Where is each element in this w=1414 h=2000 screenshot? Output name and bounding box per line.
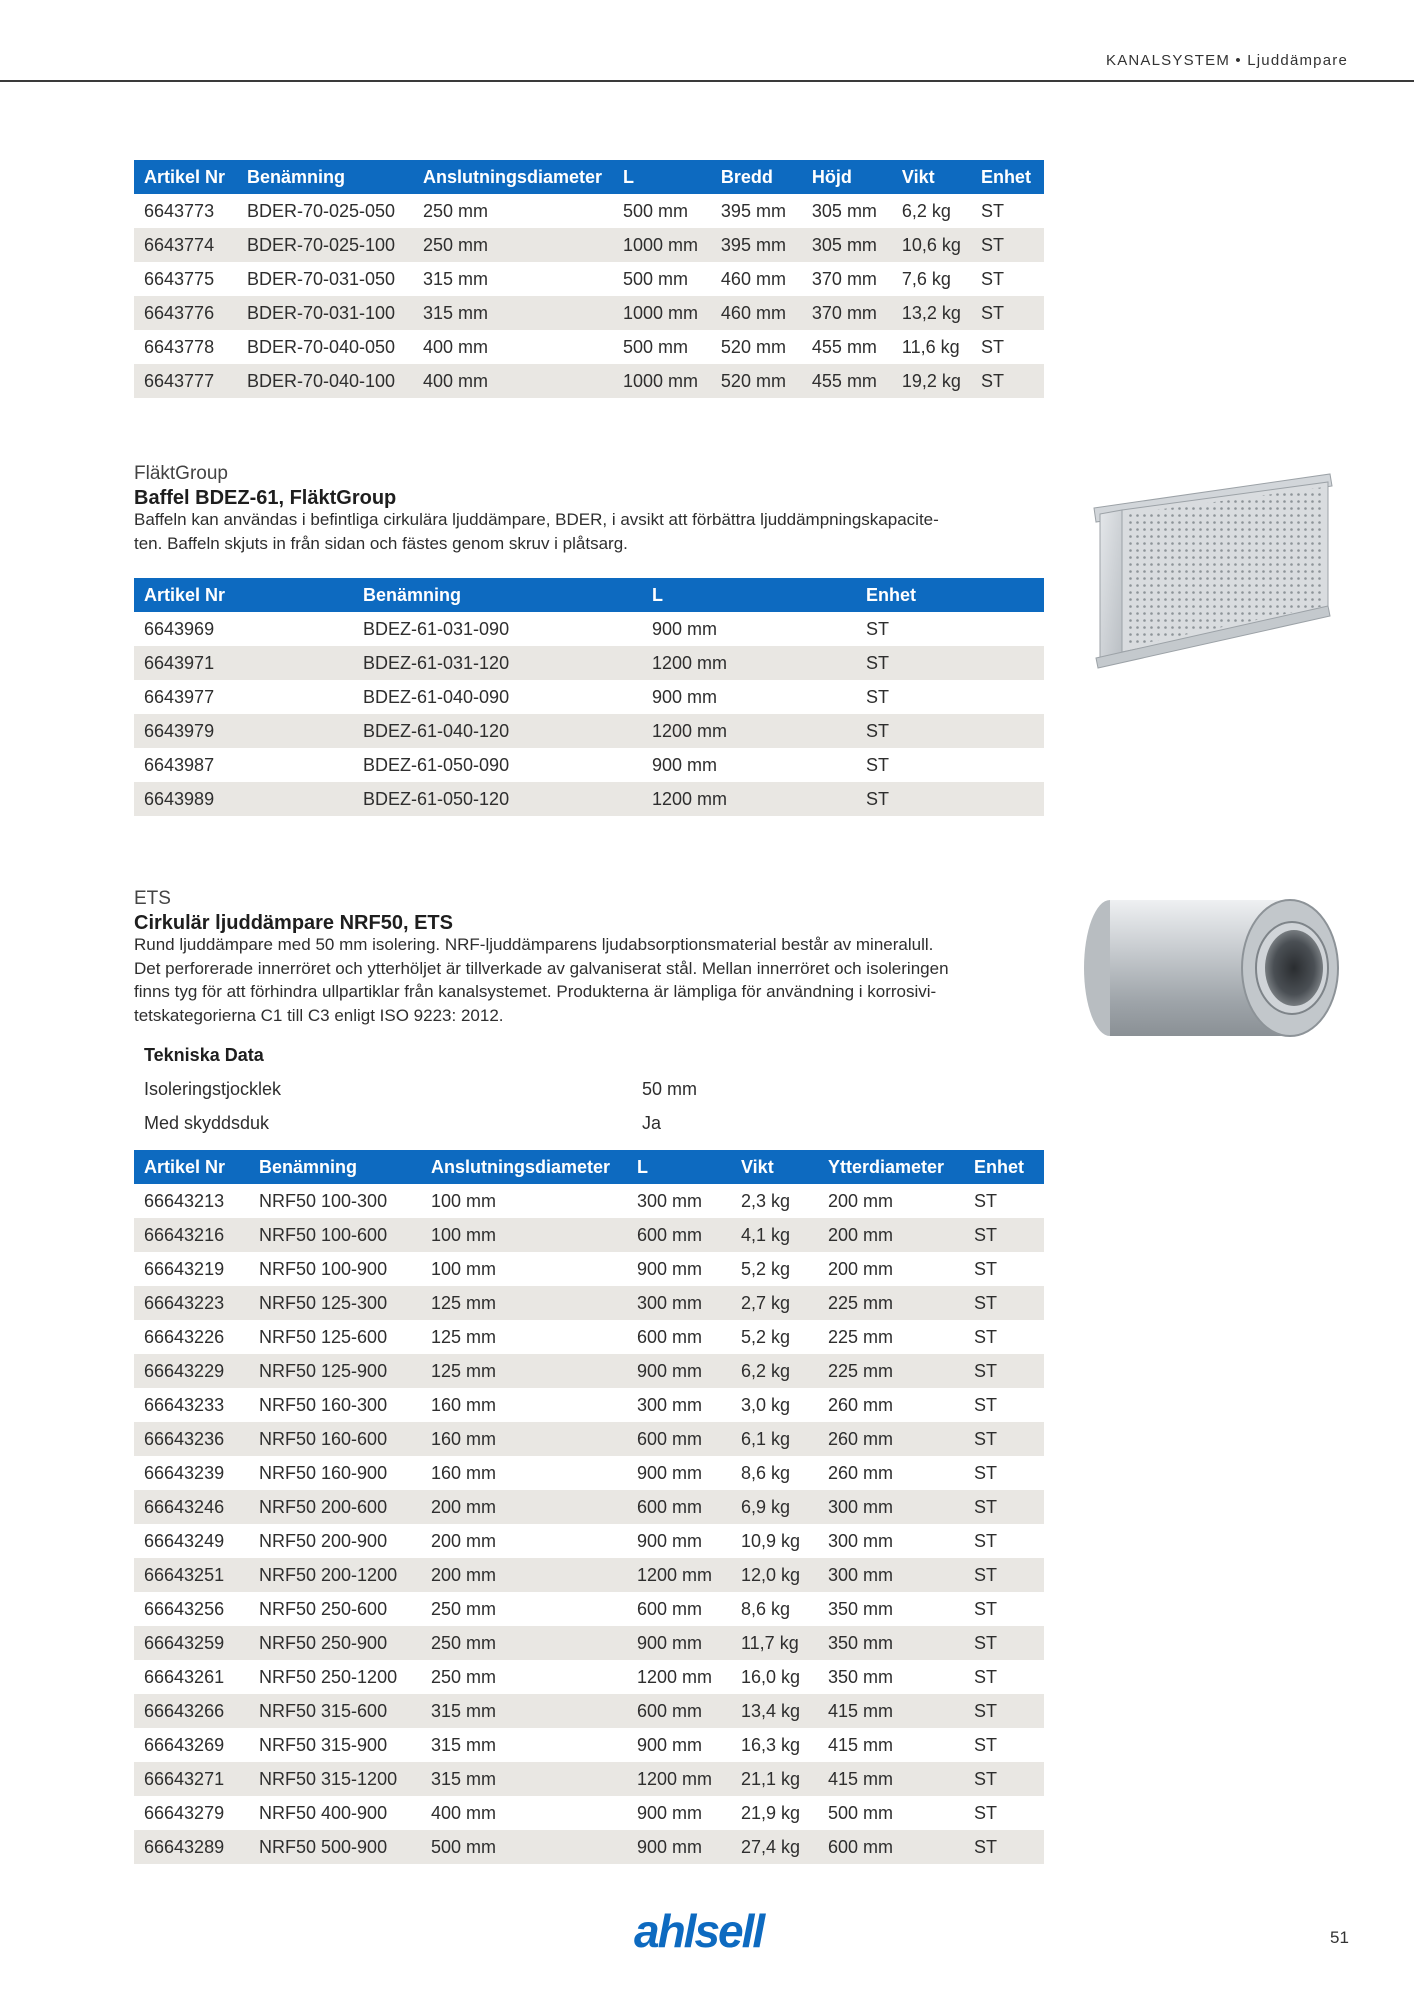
table-cell: ST xyxy=(971,194,1044,228)
table-cell: 600 mm xyxy=(627,1694,731,1728)
table-cell: 400 mm xyxy=(413,330,613,364)
table-cell: 66643271 xyxy=(134,1762,249,1796)
table-cell: 66643279 xyxy=(134,1796,249,1830)
table-cell: NRF50 250-600 xyxy=(249,1592,421,1626)
table-cell: 6,2 kg xyxy=(731,1354,818,1388)
table-cell: 370 mm xyxy=(802,296,892,330)
table-row xyxy=(134,262,1044,296)
table-cell: 315 mm xyxy=(421,1762,627,1796)
table-cell: 6643971 xyxy=(134,646,353,680)
table-cell: 6,2 kg xyxy=(892,194,971,228)
table-row xyxy=(134,1422,1044,1456)
table-cell: 6643987 xyxy=(134,748,353,782)
column-header: L xyxy=(613,160,711,194)
column-header: Bredd xyxy=(711,160,802,194)
table-row xyxy=(134,1694,1044,1728)
table-cell: 10,6 kg xyxy=(892,228,971,262)
table-cell: ST xyxy=(964,1694,1044,1728)
table-cell: 125 mm xyxy=(421,1286,627,1320)
table-cell: 250 mm xyxy=(421,1592,627,1626)
column-header: Anslutningsdiameter xyxy=(413,160,613,194)
table-cell: 1000 mm xyxy=(613,364,711,398)
brand-label: FläktGroup xyxy=(134,463,228,484)
column-header: L xyxy=(642,578,856,612)
technical-data-value: Ja xyxy=(642,1113,662,1133)
table-cell: 16,3 kg xyxy=(731,1728,818,1762)
column-header: Enhet xyxy=(964,1150,1044,1184)
table-cell: ST xyxy=(964,1422,1044,1456)
table-cell: 10,9 kg xyxy=(731,1524,818,1558)
table-cell: ST xyxy=(964,1660,1044,1694)
column-header: Artikel Nr xyxy=(134,1150,249,1184)
table-row xyxy=(134,1218,1044,1252)
description-line: Det perforerade innerröret och ytterhöljet är tillverkade av galvaniserat stål. Mellan innerröret och isoleringen xyxy=(134,958,949,978)
table-header-row xyxy=(134,578,1044,612)
table-cell: 305 mm xyxy=(802,194,892,228)
table-cell: 16,0 kg xyxy=(731,1660,818,1694)
table-cell: 500 mm xyxy=(613,194,711,228)
table-cell: 900 mm xyxy=(627,1728,731,1762)
table-cell: 350 mm xyxy=(818,1626,964,1660)
table-row xyxy=(134,1184,1044,1218)
table-header-row xyxy=(134,1150,1044,1184)
technical-data-value: 50 mm xyxy=(642,1079,698,1099)
table-cell: ST xyxy=(964,1558,1044,1592)
table-cell: ST xyxy=(964,1388,1044,1422)
table-cell: ST xyxy=(964,1796,1044,1830)
table-cell: 415 mm xyxy=(818,1762,964,1796)
product-title: Baffel BDEZ-61, FläktGroup xyxy=(134,487,397,509)
column-header: Enhet xyxy=(856,578,1044,612)
technical-data-label: Isoleringstjocklek xyxy=(144,1079,282,1099)
table-cell: 460 mm xyxy=(711,296,802,330)
table-cell: 21,1 kg xyxy=(731,1762,818,1796)
table-cell: ST xyxy=(856,680,1044,714)
table-cell: BDER-70-040-100 xyxy=(237,364,413,398)
table-cell: 6643777 xyxy=(134,364,237,398)
table-cell: 66643246 xyxy=(134,1490,249,1524)
table-cell: 600 mm xyxy=(627,1320,731,1354)
table-cell: 500 mm xyxy=(613,262,711,296)
table-cell: 1200 mm xyxy=(627,1762,731,1796)
table-cell: 1000 mm xyxy=(613,228,711,262)
table-cell: 1200 mm xyxy=(642,782,856,816)
table-cell: ST xyxy=(856,714,1044,748)
table-cell: 160 mm xyxy=(421,1422,627,1456)
bdez-table xyxy=(134,578,1044,816)
table-cell: 66643233 xyxy=(134,1388,249,1422)
table-cell: 1200 mm xyxy=(627,1558,731,1592)
table-cell: 600 mm xyxy=(818,1830,964,1864)
table-cell: 260 mm xyxy=(818,1456,964,1490)
table-cell: 900 mm xyxy=(627,1524,731,1558)
table-row xyxy=(134,714,1044,748)
table-cell: 66643249 xyxy=(134,1524,249,1558)
table-cell: NRF50 160-300 xyxy=(249,1388,421,1422)
table-cell: 66643251 xyxy=(134,1558,249,1592)
table-row xyxy=(134,1388,1044,1422)
table-cell: 900 mm xyxy=(627,1796,731,1830)
table-cell: 6,1 kg xyxy=(731,1422,818,1456)
table-cell: 225 mm xyxy=(818,1320,964,1354)
table-cell: 125 mm xyxy=(421,1354,627,1388)
table-cell: 2,7 kg xyxy=(731,1286,818,1320)
table-cell: 600 mm xyxy=(627,1592,731,1626)
table-row xyxy=(134,1286,1044,1320)
table-cell: 260 mm xyxy=(818,1388,964,1422)
table-cell: 400 mm xyxy=(413,364,613,398)
table-cell: NRF50 125-900 xyxy=(249,1354,421,1388)
table-cell: 900 mm xyxy=(642,748,856,782)
table-cell: 6643778 xyxy=(134,330,237,364)
table-cell: 600 mm xyxy=(627,1218,731,1252)
table-cell: BDEZ-61-050-120 xyxy=(353,782,642,816)
table-cell: ST xyxy=(964,1286,1044,1320)
table-row xyxy=(134,1660,1044,1694)
table-cell: 250 mm xyxy=(421,1626,627,1660)
table-cell: ST xyxy=(964,1184,1044,1218)
table-cell: 415 mm xyxy=(818,1694,964,1728)
table-cell: ST xyxy=(964,1830,1044,1864)
table-cell: ST xyxy=(964,1456,1044,1490)
nrf50-table xyxy=(134,1150,1044,1864)
table-row xyxy=(134,1830,1044,1864)
table-cell: 305 mm xyxy=(802,228,892,262)
table-cell: 66643223 xyxy=(134,1286,249,1320)
table-row xyxy=(134,612,1044,646)
table-cell: 6643979 xyxy=(134,714,353,748)
table-row xyxy=(134,1626,1044,1660)
table-row xyxy=(134,782,1044,816)
table-cell: ST xyxy=(964,1762,1044,1796)
table-cell: 500 mm xyxy=(421,1830,627,1864)
table-cell: 2,3 kg xyxy=(731,1184,818,1218)
table-cell: 300 mm xyxy=(818,1558,964,1592)
table-cell: ST xyxy=(971,228,1044,262)
baffle-product-image xyxy=(1092,470,1338,670)
table-cell: 100 mm xyxy=(421,1252,627,1286)
table-cell: 460 mm xyxy=(711,262,802,296)
column-header: Benämning xyxy=(237,160,413,194)
table-cell: BDER-70-031-100 xyxy=(237,296,413,330)
table-header-row xyxy=(134,160,1044,194)
table-cell: ST xyxy=(971,262,1044,296)
table-cell: 260 mm xyxy=(818,1422,964,1456)
table-cell: NRF50 200-1200 xyxy=(249,1558,421,1592)
table-row xyxy=(134,228,1044,262)
table-cell: NRF50 100-300 xyxy=(249,1184,421,1218)
description-line: tetskategorierna C1 till C3 enligt ISO 9223: 2012. xyxy=(134,1005,504,1025)
table-cell: 66643266 xyxy=(134,1694,249,1728)
table-cell: ST xyxy=(971,296,1044,330)
table-cell: 455 mm xyxy=(802,364,892,398)
table-cell: 6643775 xyxy=(134,262,237,296)
description-line: Rund ljuddämpare med 50 mm isolering. NRF-ljuddämparens ljudabsorptionsmaterial består av mineralull. xyxy=(134,935,934,954)
table-cell: 250 mm xyxy=(421,1660,627,1694)
table-cell: 160 mm xyxy=(421,1388,627,1422)
table-cell: 900 mm xyxy=(627,1354,731,1388)
table-cell: BDEZ-61-031-120 xyxy=(353,646,642,680)
table-cell: 900 mm xyxy=(642,612,856,646)
table-cell: 350 mm xyxy=(818,1660,964,1694)
table-cell: 6643989 xyxy=(134,782,353,816)
table-cell: ST xyxy=(856,782,1044,816)
table-cell: ST xyxy=(856,612,1044,646)
table-cell: ST xyxy=(964,1490,1044,1524)
table-cell: NRF50 250-900 xyxy=(249,1626,421,1660)
table-cell: NRF50 160-600 xyxy=(249,1422,421,1456)
table-cell: BDEZ-61-050-090 xyxy=(353,748,642,782)
table-cell: 6643774 xyxy=(134,228,237,262)
brand-label: ETS xyxy=(134,888,171,909)
table-cell: 1000 mm xyxy=(613,296,711,330)
table-cell: ST xyxy=(964,1524,1044,1558)
table-cell: 66643213 xyxy=(134,1184,249,1218)
table-cell: 3,0 kg xyxy=(731,1388,818,1422)
table-cell: 395 mm xyxy=(711,194,802,228)
table-cell: 66643269 xyxy=(134,1728,249,1762)
table-cell: 200 mm xyxy=(421,1524,627,1558)
table-cell: 27,4 kg xyxy=(731,1830,818,1864)
table-row xyxy=(134,364,1044,398)
table-cell: 6643773 xyxy=(134,194,237,228)
page-header xyxy=(0,0,1414,82)
table-cell: 900 mm xyxy=(642,680,856,714)
table-cell: 415 mm xyxy=(818,1728,964,1762)
table-cell: 11,7 kg xyxy=(731,1626,818,1660)
table-cell: 400 mm xyxy=(421,1796,627,1830)
table-row xyxy=(134,1558,1044,1592)
column-header: Anslutningsdiameter xyxy=(421,1150,627,1184)
table-row xyxy=(134,1592,1044,1626)
technical-data xyxy=(134,1038,1044,1140)
column-header: Enhet xyxy=(971,160,1044,194)
table-cell: ST xyxy=(964,1252,1044,1286)
table-cell: 7,6 kg xyxy=(892,262,971,296)
table-cell: 66643259 xyxy=(134,1626,249,1660)
table-cell: NRF50 200-900 xyxy=(249,1524,421,1558)
table-cell: 315 mm xyxy=(413,262,613,296)
table-row xyxy=(134,330,1044,364)
table-cell: 12,0 kg xyxy=(731,1558,818,1592)
column-header: Benämning xyxy=(249,1150,421,1184)
table-cell: BDER-70-031-050 xyxy=(237,262,413,296)
table-cell: NRF50 160-900 xyxy=(249,1456,421,1490)
table-cell: ST xyxy=(964,1728,1044,1762)
table-cell: BDEZ-61-040-090 xyxy=(353,680,642,714)
column-header: Ytterdiameter xyxy=(818,1150,964,1184)
table-cell: 8,6 kg xyxy=(731,1592,818,1626)
table-cell: 600 mm xyxy=(627,1422,731,1456)
table-cell: 21,9 kg xyxy=(731,1796,818,1830)
table-cell: 300 mm xyxy=(818,1490,964,1524)
table-row xyxy=(134,748,1044,782)
table-cell: ST xyxy=(964,1626,1044,1660)
table-cell: ST xyxy=(971,330,1044,364)
table-cell: NRF50 100-900 xyxy=(249,1252,421,1286)
table-cell: 66643289 xyxy=(134,1830,249,1864)
table-cell: 6643977 xyxy=(134,680,353,714)
table-cell: 66643226 xyxy=(134,1320,249,1354)
table-cell: 500 mm xyxy=(818,1796,964,1830)
section-breadcrumb: KANALSYSTEM • Ljuddämpare xyxy=(1105,52,1348,69)
description-line: Baffeln kan användas i befintliga cirkulära ljuddämpare, BDER, i avsikt att förbättra ljuddämpningskapacite- xyxy=(134,510,939,529)
table-cell: NRF50 400-900 xyxy=(249,1796,421,1830)
table-cell: 6643969 xyxy=(134,612,353,646)
table-cell: 350 mm xyxy=(818,1592,964,1626)
technical-data-title: Tekniska Data xyxy=(144,1045,264,1065)
table-cell: NRF50 125-600 xyxy=(249,1320,421,1354)
table-cell: NRF50 125-300 xyxy=(249,1286,421,1320)
table-cell: NRF50 315-900 xyxy=(249,1728,421,1762)
table-cell: 100 mm xyxy=(421,1218,627,1252)
table-cell: NRF50 100-600 xyxy=(249,1218,421,1252)
column-header: Höjd xyxy=(802,160,892,194)
table-cell: 900 mm xyxy=(627,1830,731,1864)
table-cell: 13,2 kg xyxy=(892,296,971,330)
table-cell: NRF50 315-600 xyxy=(249,1694,421,1728)
table-cell: 250 mm xyxy=(413,228,613,262)
page-number: 51 xyxy=(1330,1928,1349,1947)
column-header: Artikel Nr xyxy=(134,160,237,194)
table-cell: BDER-70-025-050 xyxy=(237,194,413,228)
table-cell: 300 mm xyxy=(627,1286,731,1320)
description-line: finns tyg för att förhindra ullpartiklar från kanalsystemet. Produkterna är lämpliga för användning i korrosivi- xyxy=(134,982,937,1001)
description-line: ten. Baffeln skjuts in från sidan och fästes genom skruv i plåtsarg. xyxy=(134,533,628,553)
table-cell: 370 mm xyxy=(802,262,892,296)
table-cell: 160 mm xyxy=(421,1456,627,1490)
table-cell: ST xyxy=(964,1354,1044,1388)
table-cell: 200 mm xyxy=(818,1184,964,1218)
table-row xyxy=(134,1524,1044,1558)
table-row xyxy=(134,1728,1044,1762)
table-cell: 315 mm xyxy=(421,1728,627,1762)
column-header: Vikt xyxy=(731,1150,818,1184)
table-row xyxy=(134,1796,1044,1830)
table-cell: 6,9 kg xyxy=(731,1490,818,1524)
table-cell: 66643239 xyxy=(134,1456,249,1490)
table-cell: ST xyxy=(856,748,1044,782)
table-cell: 300 mm xyxy=(627,1184,731,1218)
table-row xyxy=(134,1490,1044,1524)
table-cell: 13,4 kg xyxy=(731,1694,818,1728)
table-cell: 200 mm xyxy=(421,1490,627,1524)
table-cell: 1200 mm xyxy=(627,1660,731,1694)
table-cell: 520 mm xyxy=(711,330,802,364)
product-description xyxy=(134,933,1049,1027)
table-row xyxy=(134,646,1044,680)
table-cell: 66643256 xyxy=(134,1592,249,1626)
table-cell: 315 mm xyxy=(421,1694,627,1728)
column-header: L xyxy=(627,1150,731,1184)
table-cell: 200 mm xyxy=(818,1252,964,1286)
column-header: Vikt xyxy=(892,160,971,194)
table-cell: 300 mm xyxy=(627,1388,731,1422)
table-cell: 66643216 xyxy=(134,1218,249,1252)
table-cell: BDEZ-61-040-120 xyxy=(353,714,642,748)
table-cell: 5,2 kg xyxy=(731,1252,818,1286)
table-cell: 455 mm xyxy=(802,330,892,364)
ahlsell-logo: ahlsell xyxy=(634,1905,764,1957)
product-title: Cirkulär ljuddämpare NRF50, ETS xyxy=(134,912,453,934)
table-cell: 66643236 xyxy=(134,1422,249,1456)
column-header: Artikel Nr xyxy=(134,578,353,612)
table-cell: NRF50 500-900 xyxy=(249,1830,421,1864)
table-cell: ST xyxy=(964,1592,1044,1626)
table-row xyxy=(134,194,1044,228)
table-row xyxy=(134,296,1044,330)
table-cell: 600 mm xyxy=(627,1490,731,1524)
table-cell: ST xyxy=(971,364,1044,398)
table-row xyxy=(134,1762,1044,1796)
table-cell: 395 mm xyxy=(711,228,802,262)
table-cell: ST xyxy=(964,1218,1044,1252)
table-cell: BDER-70-025-100 xyxy=(237,228,413,262)
technical-data-row xyxy=(134,1072,1044,1106)
table-cell: 225 mm xyxy=(818,1354,964,1388)
table-cell: 66643261 xyxy=(134,1660,249,1694)
table-cell: 1200 mm xyxy=(642,646,856,680)
column-header: Benämning xyxy=(353,578,642,612)
table-cell: NRF50 200-600 xyxy=(249,1490,421,1524)
table-cell: 66643219 xyxy=(134,1252,249,1286)
table-row xyxy=(134,1252,1044,1286)
table-cell: ST xyxy=(856,646,1044,680)
table-cell: 100 mm xyxy=(421,1184,627,1218)
table-cell: 250 mm xyxy=(413,194,613,228)
table-cell: 900 mm xyxy=(627,1252,731,1286)
table-cell: 500 mm xyxy=(613,330,711,364)
table-cell: 8,6 kg xyxy=(731,1456,818,1490)
silencer-product-image xyxy=(1080,894,1346,1044)
table-cell: 225 mm xyxy=(818,1286,964,1320)
table-cell: 520 mm xyxy=(711,364,802,398)
table-row xyxy=(134,680,1044,714)
table-cell: 300 mm xyxy=(818,1524,964,1558)
bder-table xyxy=(134,160,1044,398)
table-cell: BDEZ-61-031-090 xyxy=(353,612,642,646)
table-cell: 5,2 kg xyxy=(731,1320,818,1354)
table-cell: 315 mm xyxy=(413,296,613,330)
table-cell: NRF50 250-1200 xyxy=(249,1660,421,1694)
table-cell: NRF50 315-1200 xyxy=(249,1762,421,1796)
table-cell: 900 mm xyxy=(627,1456,731,1490)
table-cell: 19,2 kg xyxy=(892,364,971,398)
table-cell: 200 mm xyxy=(818,1218,964,1252)
table-cell: 11,6 kg xyxy=(892,330,971,364)
table-cell: 66643229 xyxy=(134,1354,249,1388)
table-row xyxy=(134,1456,1044,1490)
table-cell: 900 mm xyxy=(627,1626,731,1660)
table-cell: ST xyxy=(964,1320,1044,1354)
technical-data-row xyxy=(134,1106,1044,1140)
table-cell: 6643776 xyxy=(134,296,237,330)
table-cell: 125 mm xyxy=(421,1320,627,1354)
table-cell: 1200 mm xyxy=(642,714,856,748)
table-cell: 4,1 kg xyxy=(731,1218,818,1252)
table-cell: BDER-70-040-050 xyxy=(237,330,413,364)
table-cell: 200 mm xyxy=(421,1558,627,1592)
table-row xyxy=(134,1354,1044,1388)
product-description xyxy=(134,508,1049,555)
technical-data-label: Med skyddsduk xyxy=(144,1113,270,1133)
table-row xyxy=(134,1320,1044,1354)
